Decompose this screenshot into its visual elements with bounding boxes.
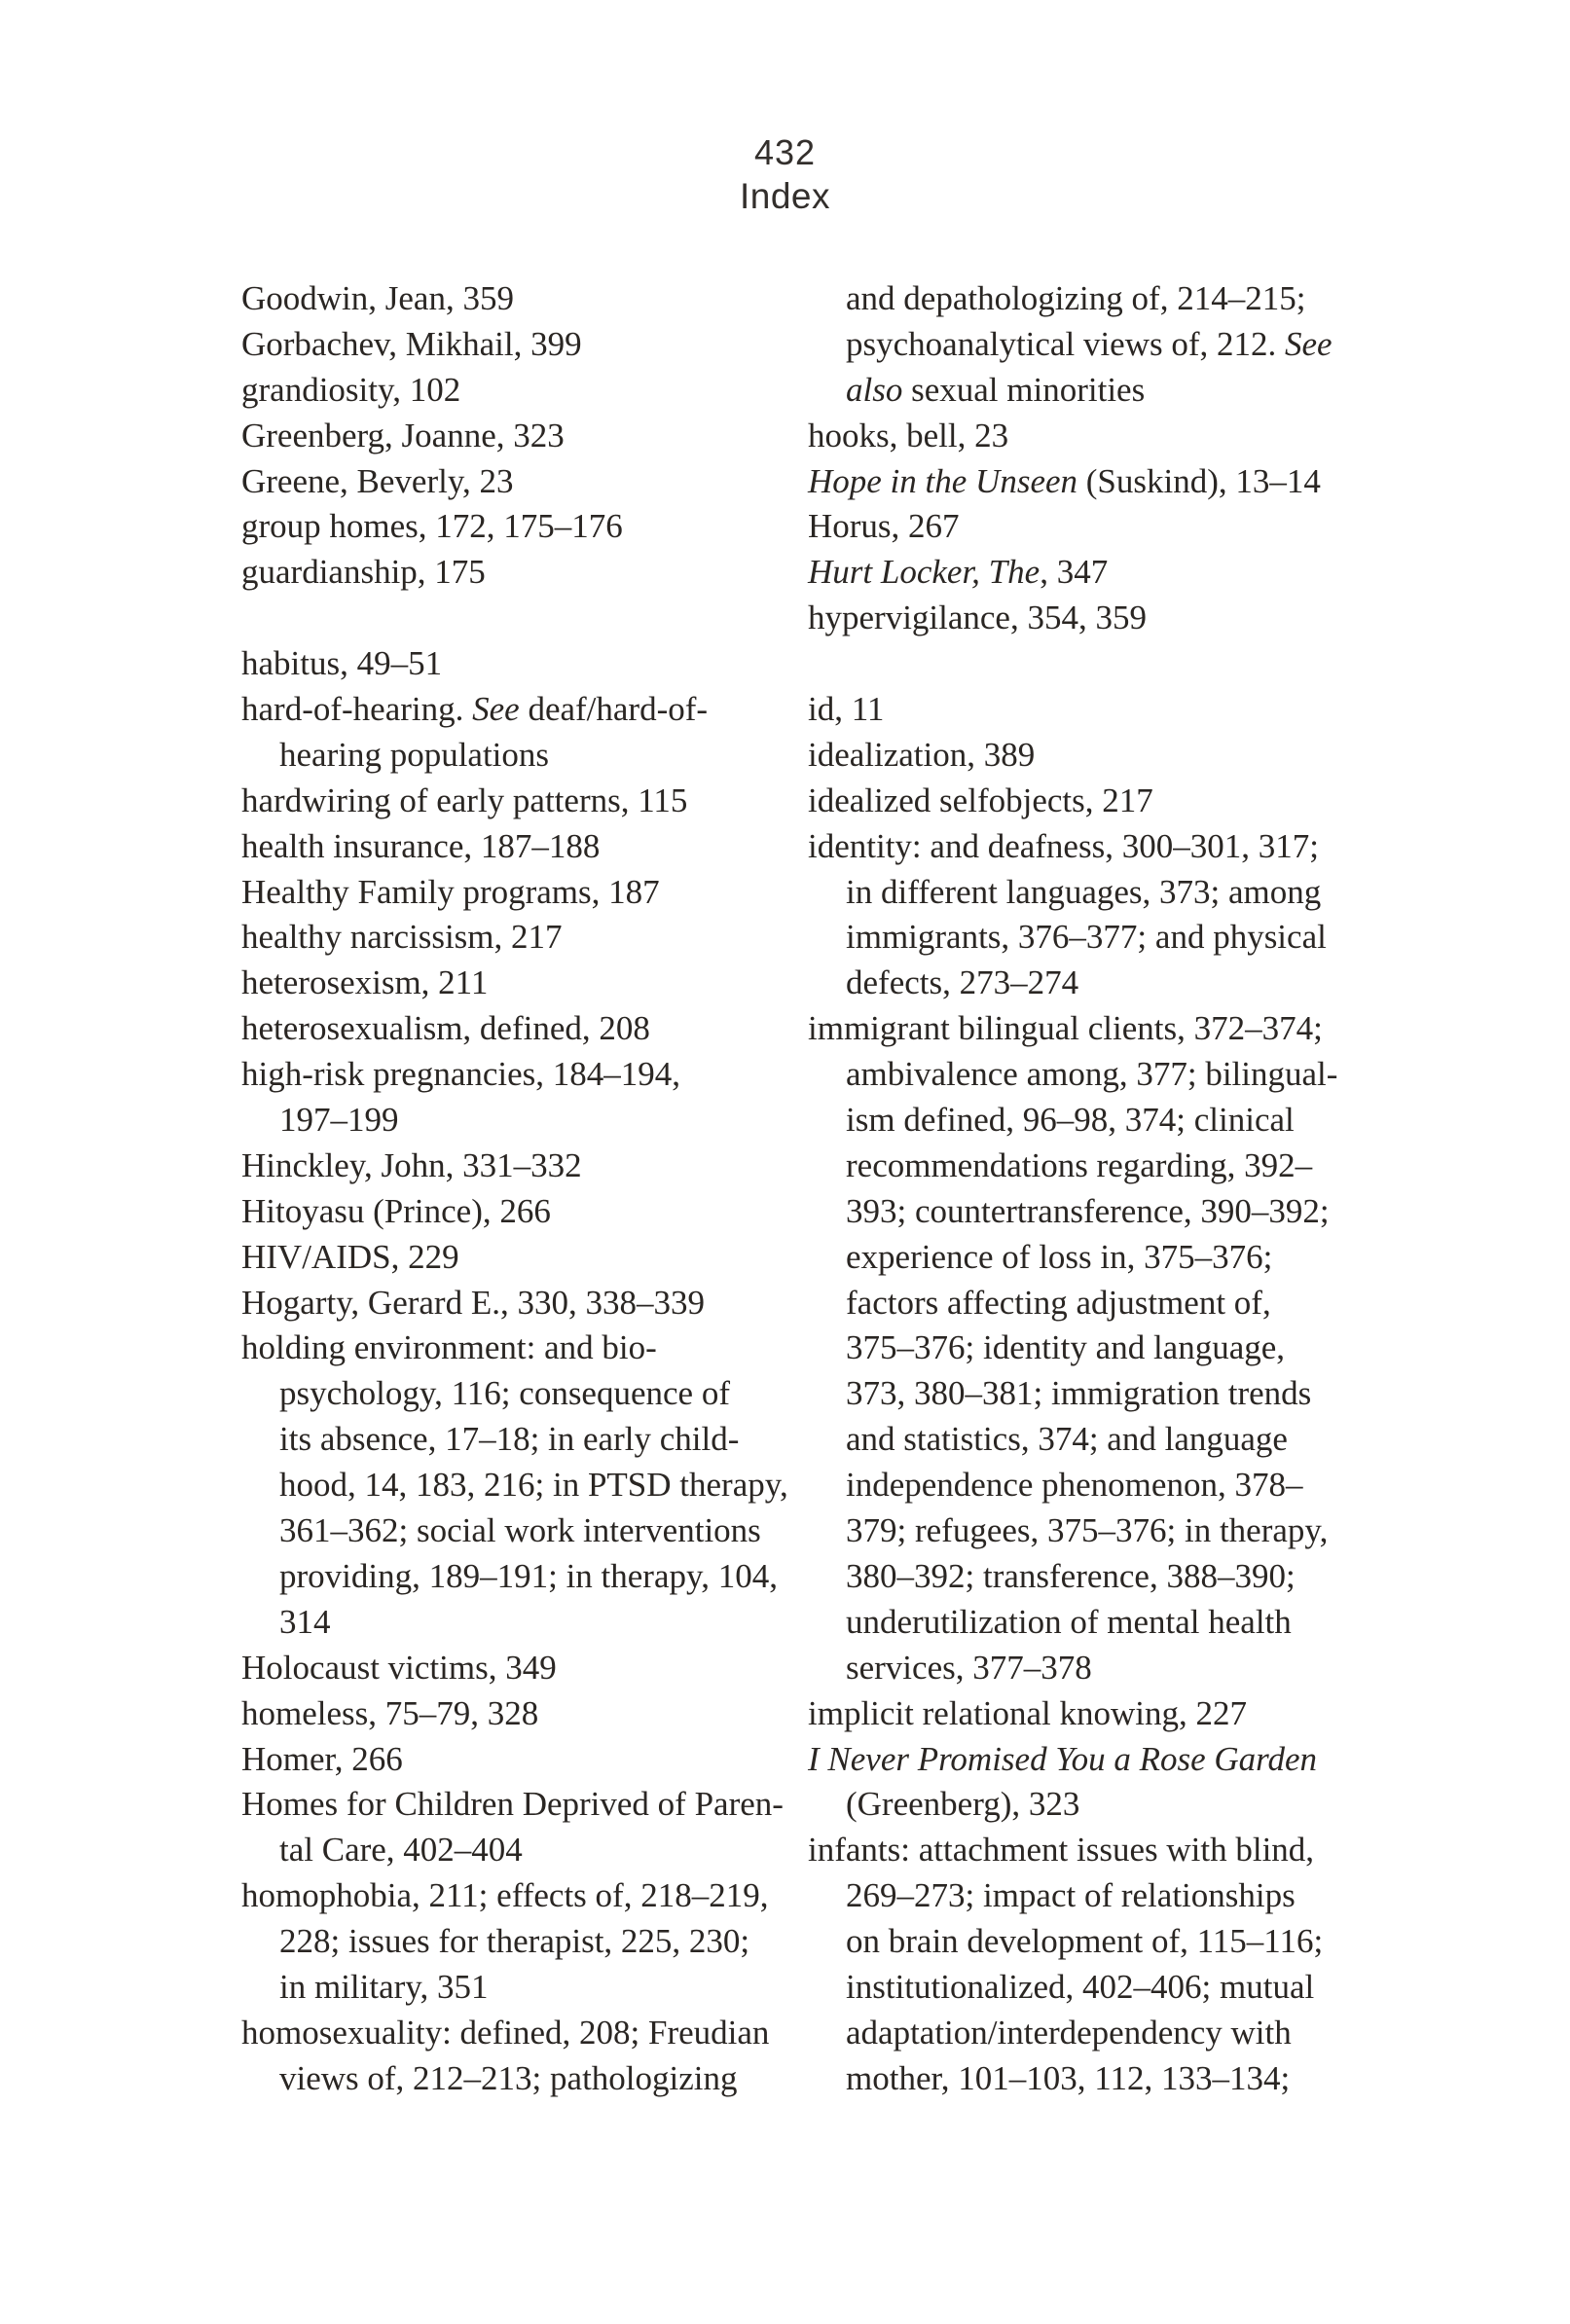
entry-italic-text: I Never Promised You a Rose Garden bbox=[808, 1739, 1318, 1778]
entry-text: factors affecting adjustment of, bbox=[846, 1283, 1271, 1322]
entry-text: id, 11 bbox=[808, 690, 885, 729]
index-entry-line bbox=[808, 1098, 1337, 1144]
index-entry-line bbox=[241, 1417, 788, 1463]
index-entry-line bbox=[808, 1006, 1337, 1052]
entry-text: psychoanalytical views of, 212. bbox=[846, 324, 1286, 363]
entry-text: hearing populations bbox=[279, 735, 550, 774]
index-entry-line bbox=[241, 414, 788, 459]
entry-text: underutilization of mental health bbox=[846, 1602, 1292, 1641]
index-entry-line bbox=[808, 1646, 1337, 1691]
entry-text: (Suskind), 13–14 bbox=[1077, 461, 1321, 500]
index-entry-line bbox=[808, 1144, 1337, 1189]
entry-text: Horus, 267 bbox=[808, 507, 960, 546]
entry-text: and depathologizing of, 214–215; bbox=[846, 279, 1306, 317]
entry-text: immigrants, 376–377; and physical bbox=[846, 918, 1327, 957]
entry-text: Greene, Beverly, 23 bbox=[241, 461, 514, 500]
index-entry-line bbox=[241, 1737, 788, 1783]
entry-text: 393; countertransference, 390–392; bbox=[846, 1191, 1330, 1230]
entry-text: homophobia, 211; effects of, 218–219, bbox=[241, 1876, 769, 1915]
index-entry-line bbox=[241, 824, 788, 870]
index-entry-line bbox=[241, 1371, 788, 1417]
index-entry-line bbox=[241, 1828, 788, 1873]
index-entry-line bbox=[808, 1463, 1337, 1508]
entry-text: deaf/hard-of- bbox=[519, 690, 709, 729]
entry-text: Hogarty, Gerard E., 330, 338–339 bbox=[241, 1283, 705, 1322]
index-entry-line bbox=[241, 322, 788, 368]
entry-text: infants: attachment issues with blind, bbox=[808, 1831, 1315, 1870]
entry-text: , 347 bbox=[1040, 553, 1109, 592]
index-entry-line bbox=[808, 2056, 1337, 2102]
index-entry-line bbox=[808, 1873, 1337, 1919]
entry-text: psychology, 116; consequence of bbox=[279, 1374, 730, 1413]
entry-text: in different languages, 373; among bbox=[846, 872, 1322, 911]
entry-text: identity: and deafness, 300–301, 317; bbox=[808, 826, 1319, 865]
index-entry-line bbox=[808, 1919, 1337, 1965]
index-entry-line bbox=[808, 1737, 1337, 1783]
entry-text: tal Care, 402–404 bbox=[279, 1831, 523, 1870]
index-entry-line bbox=[241, 1508, 788, 1554]
entry-text: homeless, 75–79, 328 bbox=[241, 1693, 539, 1732]
entry-text: idealization, 389 bbox=[808, 735, 1036, 774]
index-entry-line bbox=[241, 1144, 788, 1189]
entry-text: experience of loss in, 375–376; bbox=[846, 1237, 1273, 1276]
index-entry-line bbox=[808, 550, 1337, 596]
entry-text: hood, 14, 183, 216; in PTSD therapy, bbox=[279, 1466, 788, 1505]
index-entry-line bbox=[808, 1600, 1337, 1646]
page-number: 432 bbox=[753, 132, 817, 172]
index-entry-line bbox=[241, 1189, 788, 1235]
entry-text: health insurance, 187–188 bbox=[241, 826, 601, 865]
entry-text: adaptation/interdependency with bbox=[846, 2013, 1292, 2052]
entry-text: its absence, 17–18; in early child- bbox=[279, 1420, 740, 1459]
index-entry-line bbox=[808, 824, 1337, 870]
index-entry-line bbox=[241, 1463, 788, 1508]
index-entry-line bbox=[241, 641, 788, 687]
entry-italic-text: Hurt Locker, The bbox=[808, 553, 1041, 592]
entry-text: 314 bbox=[279, 1602, 331, 1641]
entry-text: 197–199 bbox=[279, 1101, 399, 1140]
entry-text: 269–273; impact of relationships bbox=[846, 1876, 1296, 1915]
index-entry-line bbox=[241, 276, 788, 322]
entry-text: institutionalized, 402–406; mutual bbox=[846, 1967, 1315, 2006]
index-right-column bbox=[808, 276, 1337, 2102]
index-entry-line bbox=[808, 779, 1337, 824]
entry-italic-text: See bbox=[472, 690, 520, 729]
index-entry-line bbox=[808, 596, 1337, 641]
index-entry-line bbox=[808, 322, 1337, 368]
index-entry-line bbox=[808, 368, 1337, 414]
index-entry-line bbox=[808, 687, 1337, 733]
entry-text: high-risk pregnancies, 184–194, bbox=[241, 1055, 681, 1094]
index-entry-line bbox=[808, 1281, 1337, 1326]
entry-text: grandiosity, 102 bbox=[241, 370, 461, 409]
entry-text: 361–362; social work interventions bbox=[279, 1511, 761, 1550]
index-entry-line bbox=[241, 1600, 788, 1646]
entry-text: mother, 101–103, 112, 133–134; bbox=[846, 2058, 1291, 2097]
entry-text: heterosexualism, defined, 208 bbox=[241, 1009, 650, 1048]
entry-text: hard-of-hearing. bbox=[241, 690, 473, 729]
index-entry-line bbox=[808, 733, 1337, 779]
index-entry-line bbox=[808, 1828, 1337, 1873]
index-entry-line bbox=[241, 1646, 788, 1691]
index-entry-line bbox=[241, 368, 788, 414]
index-entry-line bbox=[241, 915, 788, 961]
entry-text: habitus, 49–51 bbox=[241, 644, 443, 683]
entry-text: (Greenberg), 323 bbox=[846, 1785, 1080, 1824]
entry-text: 380–392; transference, 388–390; bbox=[846, 1556, 1296, 1595]
entry-italic-text: also bbox=[846, 370, 903, 409]
entry-text: 379; refugees, 375–376; in therapy, bbox=[846, 1511, 1329, 1550]
entry-text: Gorbachev, Mikhail, 399 bbox=[241, 324, 582, 363]
index-entry-line bbox=[808, 1508, 1337, 1554]
entry-text: Hitoyasu (Prince), 266 bbox=[241, 1191, 551, 1230]
entry-text: healthy narcissism, 217 bbox=[241, 918, 563, 957]
index-entry-line bbox=[241, 961, 788, 1006]
entry-text: 375–376; identity and language, bbox=[846, 1328, 1286, 1367]
entry-text: defects, 273–274 bbox=[846, 963, 1079, 1002]
index-entry-line bbox=[241, 1006, 788, 1052]
index-entry-line bbox=[808, 1782, 1337, 1828]
entry-text: heterosexism, 211 bbox=[241, 963, 489, 1002]
entry-text: on brain development of, 115–116; bbox=[846, 1922, 1324, 1961]
index-entry-line bbox=[241, 550, 788, 596]
index-entry-line bbox=[241, 687, 788, 733]
entry-italic-text: See bbox=[1285, 324, 1333, 363]
page-title: Index bbox=[739, 176, 830, 216]
index-entry-line bbox=[808, 504, 1337, 550]
entry-text: 228; issues for therapist, 225, 230; bbox=[279, 1922, 750, 1961]
entry-text: Holocaust victims, 349 bbox=[241, 1648, 557, 1687]
entry-text: idealized selfobjects, 217 bbox=[808, 781, 1153, 819]
index-entry-line bbox=[808, 1691, 1337, 1737]
index-entry-line bbox=[241, 1235, 788, 1281]
index-entry-line bbox=[241, 1919, 788, 1965]
index-entry-line bbox=[808, 1052, 1337, 1098]
entry-text: services, 377–378 bbox=[846, 1648, 1092, 1687]
entry-text: holding environment: and bio- bbox=[241, 1328, 657, 1367]
index-entry-line bbox=[808, 459, 1337, 505]
index-entry-line bbox=[241, 1965, 788, 2011]
index-entry-line bbox=[808, 1189, 1337, 1235]
index-entry-line bbox=[241, 1281, 788, 1326]
entry-text: Greenberg, Joanne, 323 bbox=[241, 416, 565, 454]
entry-text: homosexuality: defined, 208; Freudian bbox=[241, 2013, 770, 2052]
entry-text: and statistics, 374; and language bbox=[846, 1420, 1288, 1459]
index-entry-line bbox=[241, 504, 788, 550]
index-entry-line bbox=[808, 1325, 1337, 1371]
entry-text: views of, 212–213; pathologizing bbox=[279, 2058, 738, 2097]
entry-text: guardianship, 175 bbox=[241, 553, 486, 592]
index-entry-line bbox=[808, 2011, 1337, 2056]
index-blank-line bbox=[241, 596, 788, 641]
entry-text: independence phenomenon, 378– bbox=[846, 1466, 1303, 1505]
index-entry-line bbox=[241, 1098, 788, 1144]
entry-text: HIV/AIDS, 229 bbox=[241, 1237, 459, 1276]
index-entry-line bbox=[808, 1417, 1337, 1463]
index-entry-line bbox=[808, 870, 1337, 916]
entry-text: Hinckley, John, 331–332 bbox=[241, 1145, 582, 1184]
index-entry-line bbox=[808, 1235, 1337, 1281]
entry-text: 373, 380–381; immigration trends bbox=[846, 1374, 1312, 1413]
entry-text: recommendations regarding, 392– bbox=[846, 1145, 1313, 1184]
index-entry-line bbox=[808, 1554, 1337, 1600]
entry-text: group homes, 172, 175–176 bbox=[241, 507, 623, 546]
entry-text: immigrant bilingual clients, 372–374; bbox=[808, 1009, 1323, 1048]
entry-text: ambivalence among, 377; bilingual- bbox=[846, 1055, 1338, 1094]
index-entry-line bbox=[241, 1782, 788, 1828]
index-left-column bbox=[241, 276, 788, 2102]
index-entry-line bbox=[241, 1873, 788, 1919]
index-entry-line bbox=[241, 2056, 788, 2102]
entry-text: Homes for Children Deprived of Paren- bbox=[241, 1785, 784, 1824]
entry-text: providing, 189–191; in therapy, 104, bbox=[279, 1556, 778, 1595]
index-entry-line bbox=[241, 459, 788, 505]
index-entry-line bbox=[241, 2011, 788, 2056]
entry-text: Healthy Family programs, 187 bbox=[241, 872, 660, 911]
index-entry-line bbox=[808, 961, 1337, 1006]
index-entry-line bbox=[808, 915, 1337, 961]
index-entry-line bbox=[241, 1052, 788, 1098]
index-entry-line bbox=[241, 1325, 788, 1371]
index-entry-line bbox=[241, 1554, 788, 1600]
entry-text: in military, 351 bbox=[279, 1967, 489, 2006]
index-blank-line bbox=[808, 641, 1337, 687]
index-entry-line bbox=[241, 733, 788, 779]
index-entry-line bbox=[808, 414, 1337, 459]
entry-text: Homer, 266 bbox=[241, 1739, 403, 1778]
entry-text: hardwiring of early patterns, 115 bbox=[241, 781, 688, 819]
entry-text: sexual minorities bbox=[902, 370, 1146, 409]
entry-text: implicit relational knowing, 227 bbox=[808, 1693, 1248, 1732]
index-entry-line bbox=[241, 1691, 788, 1737]
entry-text: ism defined, 96–98, 374; clinical bbox=[846, 1101, 1295, 1140]
index-entry-line bbox=[808, 1965, 1337, 2011]
index-entry-line bbox=[241, 779, 788, 824]
index-entry-line bbox=[808, 1371, 1337, 1417]
entry-text: Goodwin, Jean, 359 bbox=[241, 279, 514, 317]
index-entry-line bbox=[808, 276, 1337, 322]
entry-text: hooks, bell, 23 bbox=[808, 416, 1009, 454]
index-entry-line bbox=[241, 870, 788, 916]
entry-italic-text: Hope in the Unseen bbox=[808, 461, 1078, 500]
entry-text: hypervigilance, 354, 359 bbox=[808, 599, 1147, 637]
